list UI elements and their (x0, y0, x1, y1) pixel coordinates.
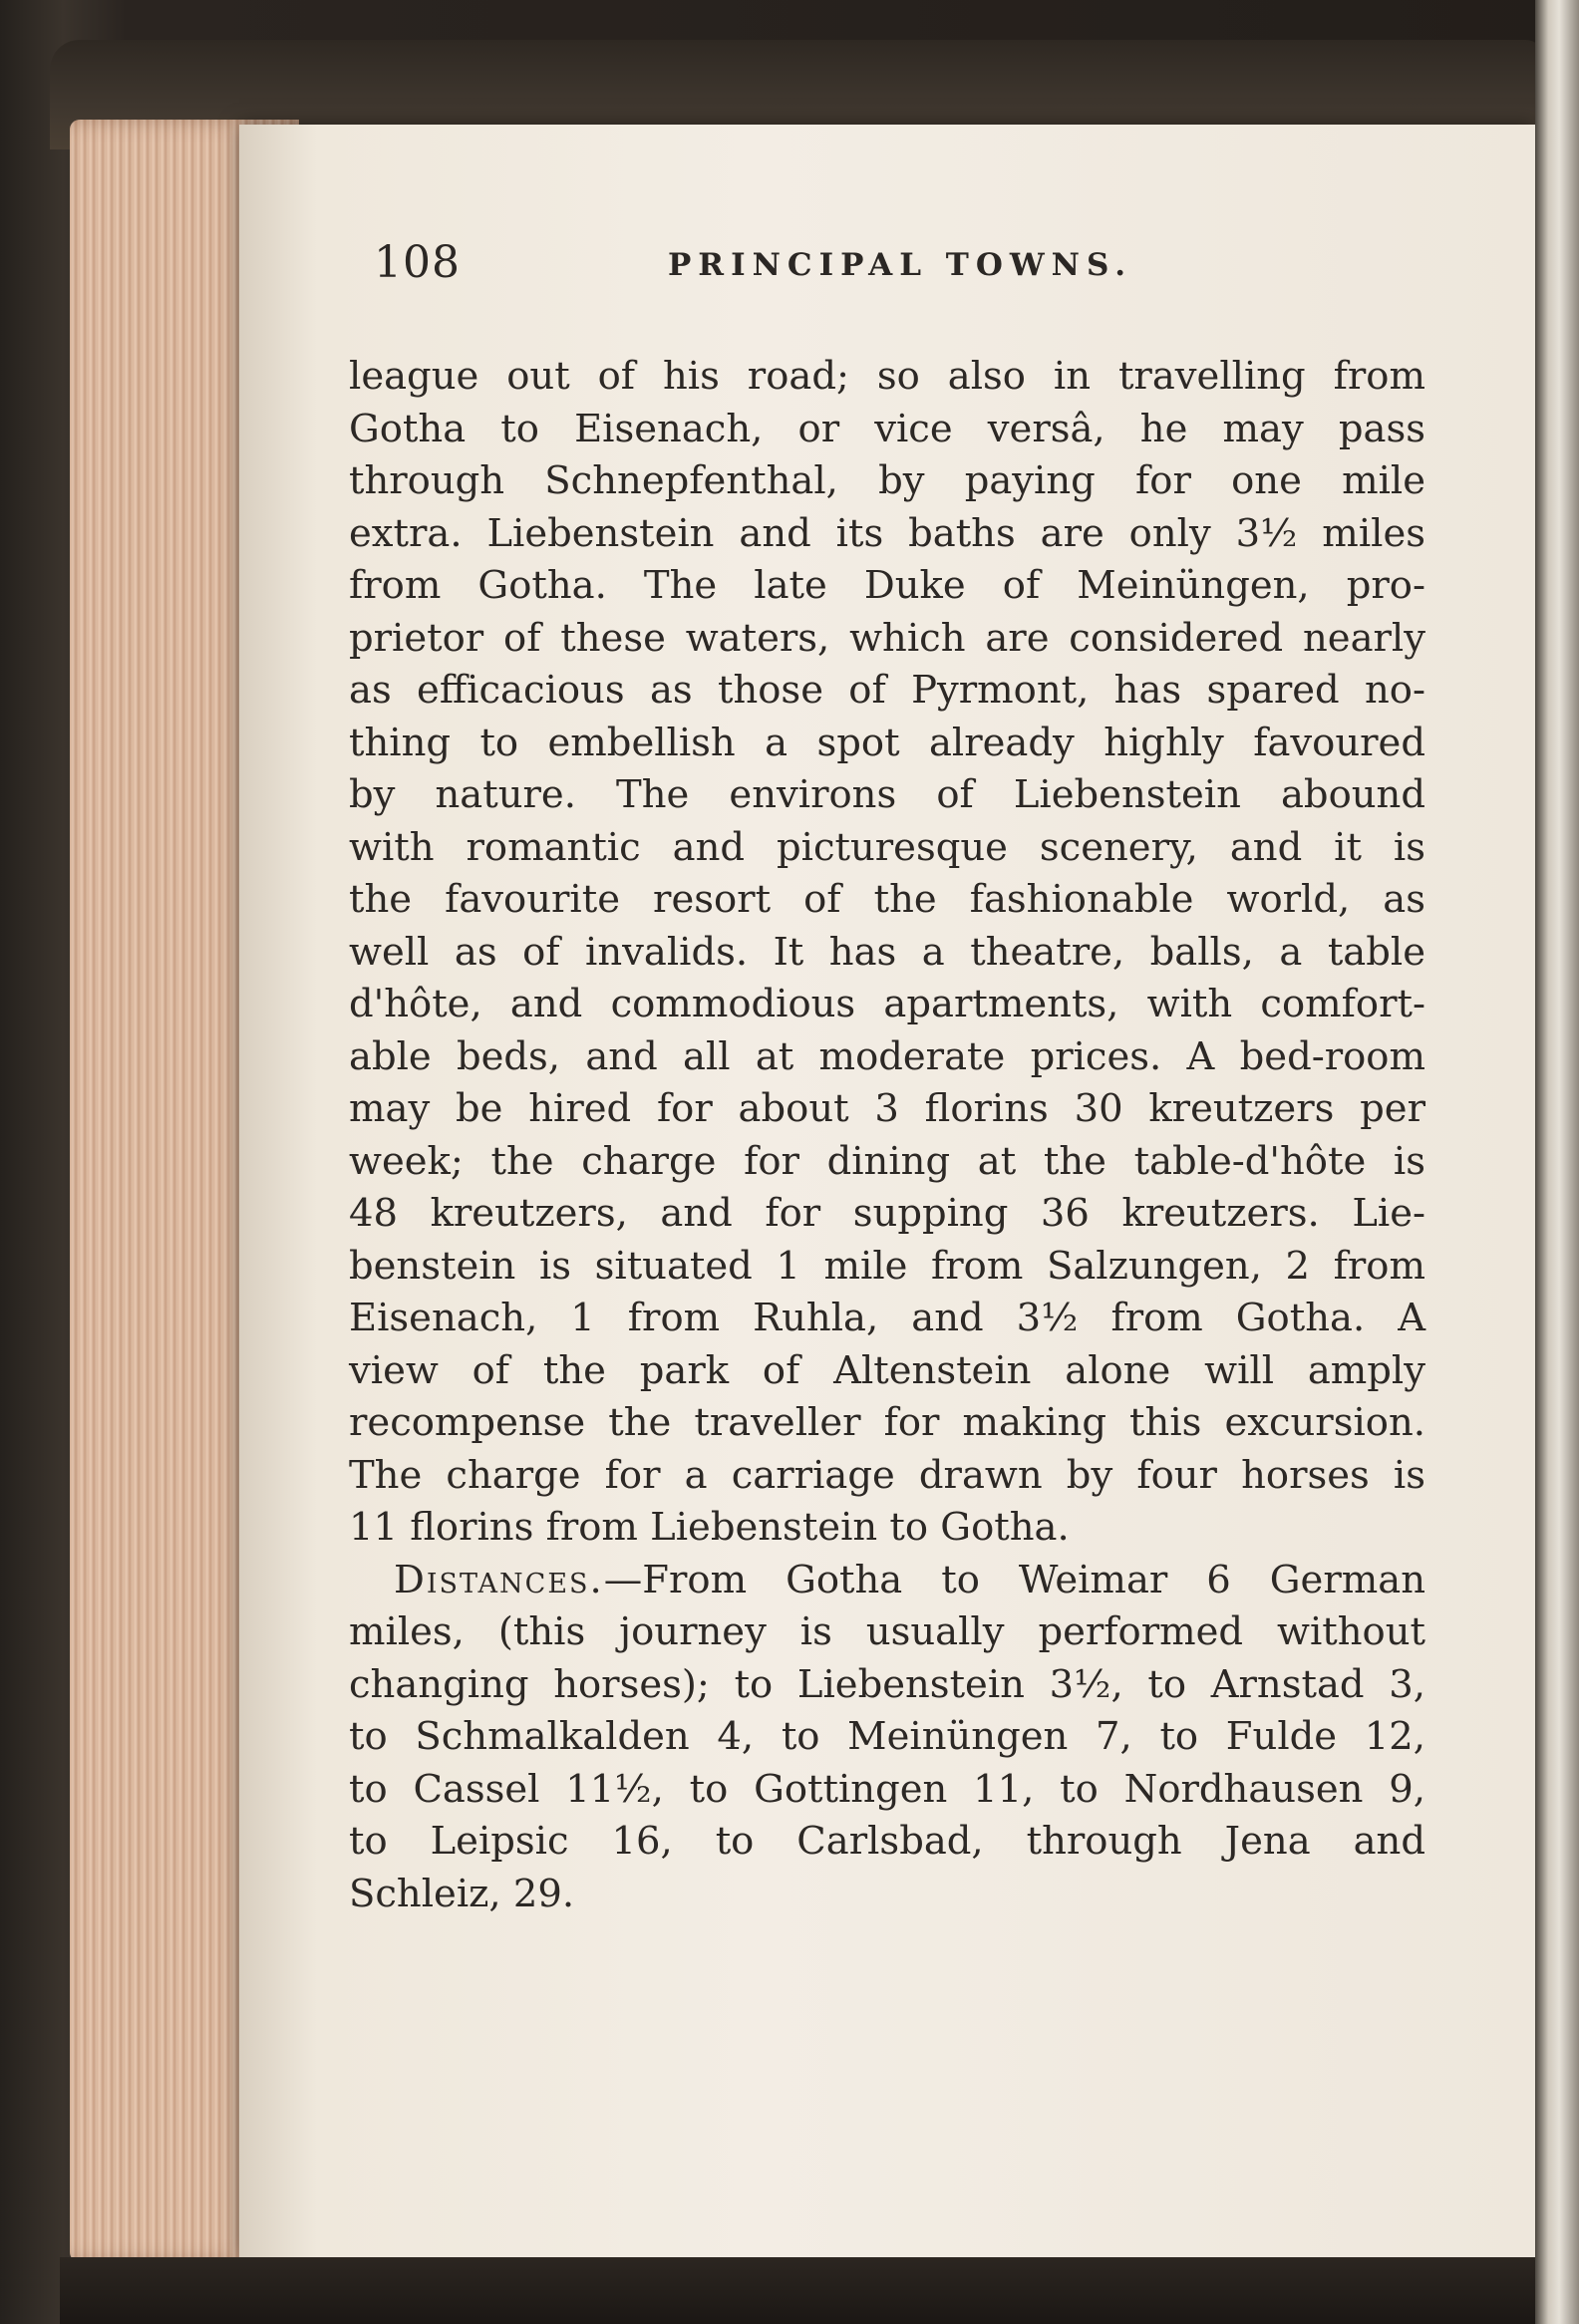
text-line: benstein is situated 1 mile from Salzungen, 2 from (349, 1243, 1425, 1289)
text-line: to Schmalkalden 4, to Meinüngen 7, to Fulde 12, (349, 1714, 1425, 1759)
distances-heading: Distances. (394, 1557, 604, 1602)
paragraph-1 (349, 351, 1425, 1555)
text-line: through Schnepfenthal, by paying for one mile (349, 458, 1425, 503)
text-line: league out of his road; so also in travelling from (349, 354, 1425, 399)
text-line: with romantic and picturesque scenery, and it is (349, 824, 1425, 870)
text-line: Eisenach, 1 from Ruhla, and 3½ from Gotha. A (349, 1296, 1425, 1340)
text-line: miles, (this journey is usually performed without (349, 1609, 1425, 1654)
page-number: 108 (374, 237, 461, 288)
text-line: thing to embellish a spot already highly favoured (349, 720, 1425, 765)
text-line: the favourite resort of the fashionable world, as (349, 877, 1425, 922)
cover-bottom-edge (60, 2257, 1535, 2324)
text-line: from Gotha. The late Duke of Meinüngen, pro- (349, 563, 1425, 608)
text-line: The charge for a carriage drawn by four horses is (349, 1452, 1425, 1498)
text-line: recompense the traveller for making this excursion. (349, 1400, 1425, 1445)
text-line: as efficacious as those of Pyrmont, has spared no- (349, 668, 1425, 713)
text-line: 11 florins from Liebenstein to Gotha. (349, 1505, 1070, 1550)
text-line: extra. Liebenstein and its baths are only 3½ miles (349, 510, 1425, 556)
text-line: able beds, and all at moderate prices. A bed-room (349, 1033, 1425, 1079)
text-line: to Cassel 11½, to Gottingen 11, to Nordhausen 9, (349, 1766, 1425, 1812)
page-body (349, 351, 1425, 1920)
distances-first-line (349, 1555, 1425, 1607)
paragraph-2 (349, 1555, 1425, 1921)
text-line: to Leipsic 16, to Carlsbad, through Jena and (349, 1819, 1425, 1864)
text-line: Gotha to Eisenach, or vice versâ, he may pass (349, 406, 1425, 451)
text-line: d'hôte, and commodious apartments, with comfort- (349, 982, 1425, 1026)
text-line: may be hired for about 3 florins 30 kreutzers per (349, 1086, 1425, 1131)
text-line: changing horses); to Liebenstein 3½, to Arnstad 3, (349, 1661, 1425, 1707)
text-line: 48 kreutzers, and for supping 36 kreutzers. Lie- (349, 1191, 1425, 1236)
page-header (374, 237, 1271, 297)
text-line: prietor of these waters, which are considered nearly (349, 615, 1425, 661)
facing-page-edge (1535, 0, 1579, 2324)
text-line: view of the park of Altenstein alone will amply (349, 1347, 1425, 1393)
text-line: week; the charge for dining at the table-d'hôte is (349, 1138, 1425, 1184)
running-title: PRINCIPAL TOWNS. (668, 247, 1133, 283)
distances-first-line-rest: —From Gotha to Weimar 6 German (603, 1557, 1425, 1602)
text-line: well as of invalids. It has a theatre, balls, a table (349, 929, 1425, 975)
text-line: Schleiz, 29. (349, 1871, 575, 1916)
text-line: by nature. The environs of Liebenstein abound (349, 772, 1425, 817)
